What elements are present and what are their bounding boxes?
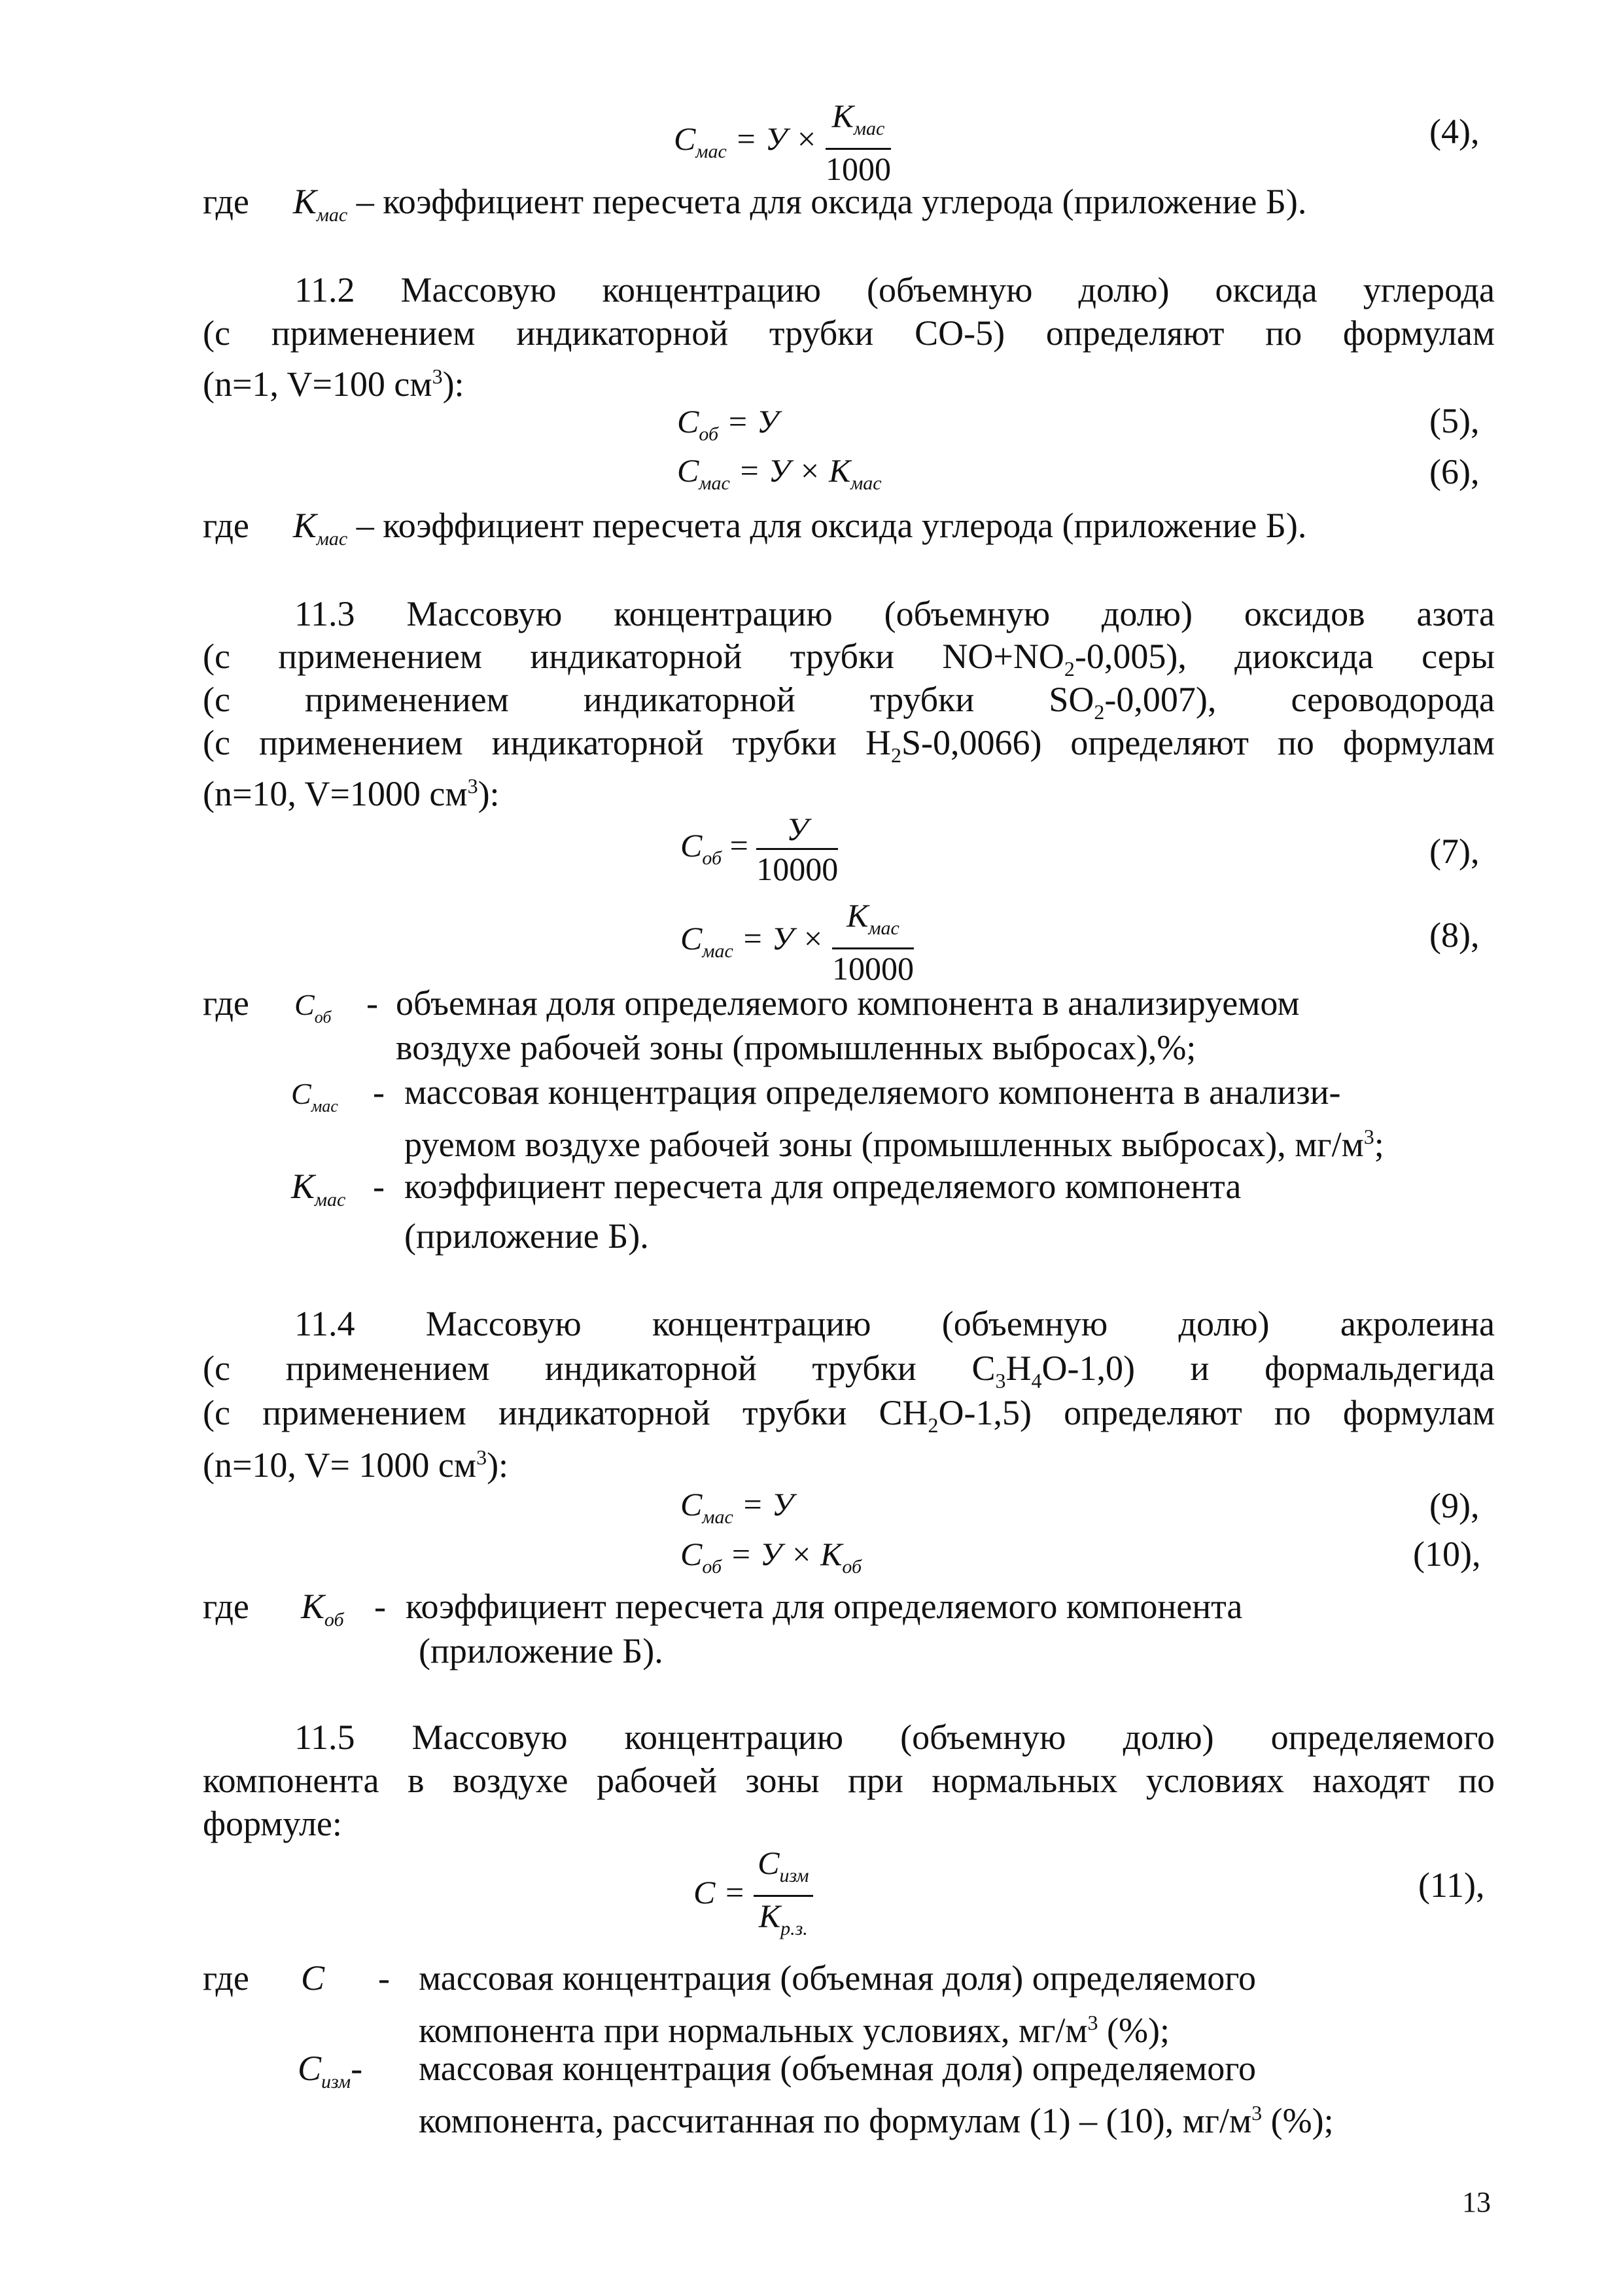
paragraph-11-2-line3 (203, 355, 464, 406)
symbol-c (301, 1956, 324, 2000)
formula-denominator: К (758, 1898, 781, 1934)
formula-subscript: изм (779, 1865, 809, 1886)
formula-subscript: мас (695, 140, 727, 162)
formula-11 (693, 1845, 813, 1947)
definition-dash: - (373, 1167, 385, 1206)
subscript: 2 (928, 1413, 939, 1437)
paragraph-text: S-0,0066) определяют по формулам (901, 723, 1495, 762)
formula-fraction (832, 898, 914, 986)
definition-text: коэффициент пересчета для определяемого компонента (406, 1587, 1243, 1626)
definition-text: коэффициент пересчета для определяемого компонента (404, 1167, 1242, 1206)
paragraph-text: (с применением индикаторной трубки H (203, 723, 891, 762)
paragraph-text: (с применением индикаторной трубки NO+NO (203, 637, 1064, 676)
definition-text: воздухе рабочей зоны (промышленных выбросах),%; (396, 1028, 1196, 1067)
paragraph-text: (n=10, V=1000 см (203, 774, 468, 813)
formula-subscript: об (702, 847, 722, 869)
formula-subscript: р.з. (780, 1918, 808, 1939)
formula-rhs: = У (726, 403, 779, 440)
symbol-subscript: мас (314, 1189, 346, 1210)
subscript: 2 (1064, 656, 1075, 680)
equation-number: (7), (1429, 832, 1480, 871)
symbol-c-mas (291, 1070, 338, 1128)
definition-text: массовая концентрация (объемная доля) определяемого (419, 1958, 1257, 1998)
formula-rhs: = У × К (729, 1536, 843, 1572)
definition-line (203, 504, 1306, 561)
formula-symbol: С (680, 826, 703, 864)
definition-dash: - (378, 1958, 390, 1998)
definition-text: (приложение Б). (404, 1216, 649, 1256)
formula-subscript: мас (702, 1506, 733, 1528)
superscript: 3 (432, 364, 443, 388)
equation-number: (11), (1418, 1865, 1485, 1905)
definition-dash: - (373, 1072, 385, 1112)
symbol-letter: К (291, 1167, 315, 1206)
formula-fraction (826, 98, 891, 186)
formula-numerator: С (758, 1845, 780, 1881)
formula-6 (677, 451, 882, 495)
symbol-letter: С (301, 1958, 325, 1998)
equation-number: (8), (1429, 915, 1480, 955)
paragraph-text: 11.2 Массовую концентрацию (объемную долю) оксида углерода (294, 270, 1495, 309)
formula-symbol: С (680, 1486, 703, 1523)
formula-denominator: 10000 (756, 851, 839, 887)
paragraph-text: ): (487, 1445, 509, 1485)
definition-text: (приложение Б). (419, 1631, 663, 1670)
paragraph-text: (с применением индикаторной трубки CH (203, 1393, 928, 1432)
definition-text: объемная доля определяемого компонента в анализируемом (396, 983, 1300, 1023)
paragraph-11-5-line2: компонента в воздухе рабочей зоны при нормальных условиях находят по (203, 1761, 1495, 1800)
symbol-subscript: мас (311, 1097, 338, 1116)
formula-operator: = У × (741, 919, 824, 957)
symbol-k-mas (291, 1165, 345, 1222)
symbol-letter: С (298, 2049, 322, 2088)
formula-9 (680, 1485, 794, 1528)
formula-denominator: 10000 (831, 950, 914, 987)
symbol-letter: К (301, 1587, 324, 1626)
paragraph-text: -0,007), сероводорода (1104, 680, 1495, 719)
paragraph-text: -0,005), диоксида серы (1074, 637, 1495, 676)
definition-line (203, 180, 1306, 237)
equation-number: (4), (1429, 112, 1480, 151)
symbol-k-ob (301, 1585, 344, 1642)
formula-4 (674, 98, 891, 186)
paragraph-text: ): (442, 364, 464, 404)
symbol-subscript: изм (321, 2071, 351, 2093)
formula-subscript: об (702, 1556, 722, 1578)
where-word: где (203, 983, 249, 1023)
formula-numerator: К (831, 97, 854, 134)
definition-text (404, 1115, 1384, 1166)
formula-symbol: С (680, 1536, 703, 1572)
formula-fraction (756, 811, 838, 887)
page-number: 13 (1462, 2186, 1491, 2218)
formula-7 (680, 811, 838, 887)
equation-number: (6), (1429, 452, 1480, 491)
formula-fraction (754, 1845, 812, 1947)
superscript: 3 (467, 774, 478, 798)
paragraph-text: (n=1, V=100 см (203, 364, 432, 404)
paragraph-11-2-line2: (с применением индикаторной трубки СО-5) определяют по формулам (203, 313, 1495, 353)
symbol-subscript: мас (316, 528, 348, 550)
superscript: 3 (1251, 2101, 1263, 2125)
paragraph-11-4-line4 (203, 1436, 508, 1487)
formula-numerator: У (756, 811, 838, 850)
definition-dash: - (351, 2049, 363, 2088)
definition-text: – коэффициент пересчета для оксида углерода (приложение Б). (347, 182, 1307, 221)
definition-text-part: (%); (1098, 2011, 1170, 2050)
subscript: 2 (1094, 699, 1105, 724)
symbol-k-mas: К (292, 506, 317, 545)
definition-text: массовая концентрация определяемого компонента в анализи- (404, 1072, 1341, 1112)
paragraph-text: (n=10, V= 1000 см (203, 1445, 477, 1485)
symbol-c-izm (298, 2047, 362, 2104)
paragraph-text: (с применением индикаторной трубки C (203, 1349, 996, 1388)
symbol-letter: С (291, 1077, 311, 1110)
equation-number: (5), (1429, 401, 1480, 440)
equation-number: (9), (1429, 1486, 1480, 1525)
paragraph-text: 11.4 Массовую концентрацию (объемную долю) акролеина (294, 1304, 1495, 1343)
superscript: 3 (1363, 1125, 1374, 1148)
definition-text-part: компонента, рассчитанная по формулам (1) – (10), мг/м (419, 2101, 1252, 2140)
symbol-subscript: об (324, 1609, 344, 1631)
subscript: 2 (890, 743, 901, 767)
formula-8 (680, 898, 914, 986)
symbol-subscript: мас (316, 204, 348, 226)
definition-text: массовая концентрация (объемная доля) определяемого (419, 2049, 1257, 2088)
symbol-letter: С (294, 988, 315, 1021)
formula-subscript: мас (702, 940, 733, 962)
formula-subscript: мас (699, 472, 730, 494)
symbol-c-ob (294, 981, 331, 1039)
paragraph-text: ): (478, 774, 500, 813)
where-word: где (203, 506, 249, 545)
formula-lhs: С = (693, 1873, 746, 1911)
symbol-subscript: об (314, 1008, 332, 1027)
paragraph-11-2-line1 (203, 268, 1495, 311)
definition-text-part: (%); (1262, 2101, 1334, 2140)
paragraph-11-3-line5 (203, 764, 500, 815)
formula-subscript: мас (850, 472, 882, 494)
equation-number: (10), (1413, 1534, 1481, 1574)
definition-dash: - (366, 983, 378, 1023)
definition-text (419, 2091, 1334, 2142)
symbol-k-mas: К (292, 182, 317, 221)
definition-text-part: ; (1374, 1125, 1384, 1164)
formula-symbol: С (677, 452, 699, 489)
formula-subscript: об (699, 423, 719, 445)
formula-symbol: С (680, 919, 703, 957)
paragraph-text: 11.3 Массовую концентрацию (объемную долю) оксидов азота (294, 594, 1495, 633)
paragraph-11-5-line3: формуле: (203, 1804, 342, 1843)
where-word: где (203, 182, 249, 221)
definition-text-part: компонента при нормальных условиях, мг/м (419, 2011, 1088, 2050)
formula-rhs: = У × К (738, 452, 851, 489)
definition-text (419, 2001, 1170, 2052)
formula-subscript: мас (868, 917, 899, 939)
formula-denominator: 1000 (825, 150, 891, 187)
formula-10 (680, 1535, 862, 1578)
where-word: где (203, 1958, 249, 1998)
paragraph-text: H (1005, 1349, 1032, 1388)
subscript: 4 (1031, 1368, 1042, 1392)
paragraph-11-4-line1 (203, 1302, 1495, 1345)
formula-subscript: об (842, 1556, 862, 1578)
definition-text-part: руемом воздухе рабочей зоны (промышленных выбросах), мг/м (404, 1125, 1364, 1164)
where-word: где (203, 1587, 249, 1626)
formula-symbol: С (674, 120, 696, 157)
formula-symbol: С (677, 403, 699, 440)
formula-numerator: К (846, 897, 869, 934)
formula-subscript: мас (853, 118, 885, 139)
formula-operator: = У × (735, 120, 818, 157)
formula-5 (677, 402, 778, 446)
paragraph-text: O-1,0) и формальдегида (1041, 1349, 1495, 1388)
paragraph-11-3-line1 (203, 592, 1495, 635)
paragraph-text: 11.5 Массовую концентрацию (объемную долю) определяемого (294, 1718, 1495, 1757)
formula-operator: = (729, 826, 748, 864)
superscript: 3 (1087, 2011, 1098, 2034)
paragraph-text: (с применением индикаторной трубки SO (203, 680, 1094, 719)
paragraph-11-5-line1 (203, 1716, 1495, 1759)
paragraph-text: O-1,5) определяют по формулам (938, 1393, 1495, 1432)
superscript: 3 (476, 1445, 487, 1469)
definition-dash: - (374, 1587, 386, 1626)
formula-rhs: = У (741, 1486, 794, 1523)
subscript: 3 (995, 1368, 1006, 1392)
definition-text: – коэффициент пересчета для оксида углерода (приложение Б). (347, 506, 1307, 545)
